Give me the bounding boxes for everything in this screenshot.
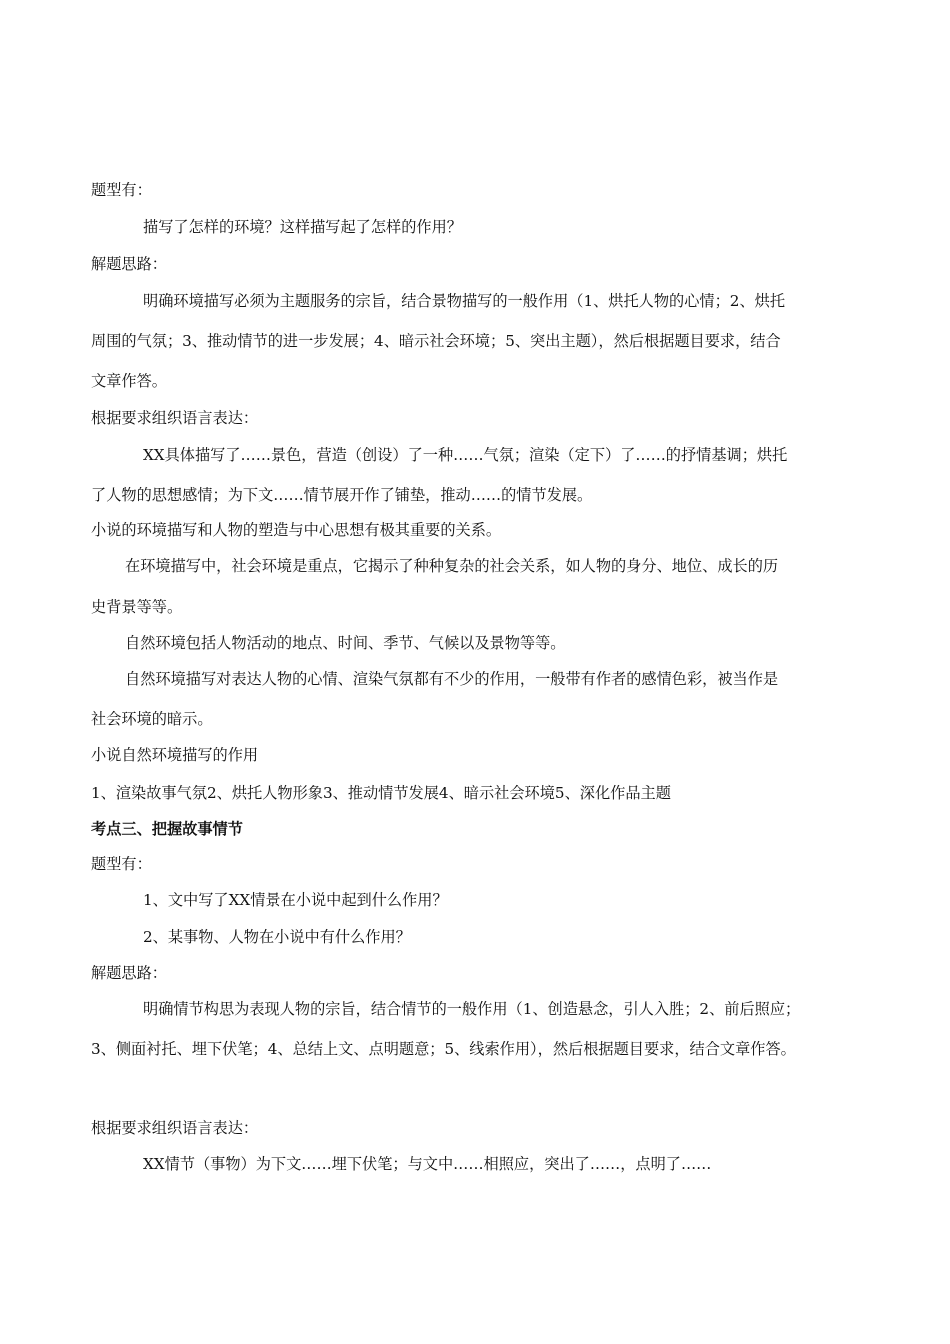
question-text: 1、文中写了XX情景在小说中起到什么作用？: [143, 891, 448, 909]
question-text: 2、某事物、人物在小说中有什么作用？: [143, 928, 411, 946]
paragraph-line: 史背景等等。: [91, 598, 183, 616]
paragraph-line: 自然环境描写对表达人物的心情、渲染气氛都有不少的作用，一般带有作者的感情色彩，被当作是: [125, 670, 779, 688]
paragraph-line: 社会环境的暗示。: [91, 710, 213, 728]
paragraph-line: 周围的气氛；3、推动情节的进一步发展；4、暗示社会环境；5、突出主题），然后根据题目要求，结合: [91, 332, 781, 350]
paragraph-line: 在环境描写中，社会环境是重点，它揭示了种种复杂的社会关系，如人物的身分、地位、成长的历: [125, 557, 779, 575]
label-answer-template: 根据要求组织语言表达：: [91, 409, 259, 427]
label-question-types: 题型有：: [91, 181, 152, 199]
section-heading: 考点三、把握故事情节: [91, 820, 243, 838]
paragraph-line: XX具体描写了……景色，营造（创设）了一种……气氛；渲染（定下）了……的抒情基调；烘托: [143, 446, 788, 464]
question-text: 描写了怎样的环境？这样描写起了怎样的作用？: [143, 218, 462, 236]
paragraph-line: XX情节（事物）为下文……埋下伏笔；与文中……相照应，突出了……，点明了……: [143, 1155, 712, 1173]
paragraph-line: 文章作答。: [91, 372, 167, 390]
paragraph-line: 明确情节构思为表现人物的宗旨，结合情节的一般作用（1、创造悬念，引人入胜；2、前后照应；: [143, 1000, 801, 1018]
label-question-types: 题型有：: [91, 855, 152, 873]
label-answer-template: 根据要求组织语言表达：: [91, 1119, 259, 1137]
paragraph-line: 明确环境描写必须为主题服务的宗旨，结合景物描写的一般作用（1、烘托人物的心情；2、烘托: [143, 292, 786, 310]
paragraph-line: 了人物的思想感情；为下文……情节展开作了铺垫，推动……的情节发展。: [91, 486, 593, 504]
label-solution-approach: 解题思路：: [91, 255, 167, 273]
paragraph-line: 小说的环境描写和人物的塑造与中心思想有极其重要的关系。: [91, 521, 502, 539]
label-solution-approach: 解题思路：: [91, 964, 167, 982]
paragraph-line: 自然环境包括人物活动的地点、时间、季节、气候以及景物等等。: [125, 634, 566, 652]
paragraph-line: 1、渲染故事气氛2、烘托人物形象3、推动情节发展4、暗示社会环境5、深化作品主题: [91, 784, 671, 802]
paragraph-line: 小说自然环境描写的作用: [91, 746, 259, 764]
paragraph-line: 3、侧面衬托、埋下伏笔；4、总结上文、点明题意；5、线索作用），然后根据题目要求，结合文章作答。: [91, 1040, 796, 1058]
